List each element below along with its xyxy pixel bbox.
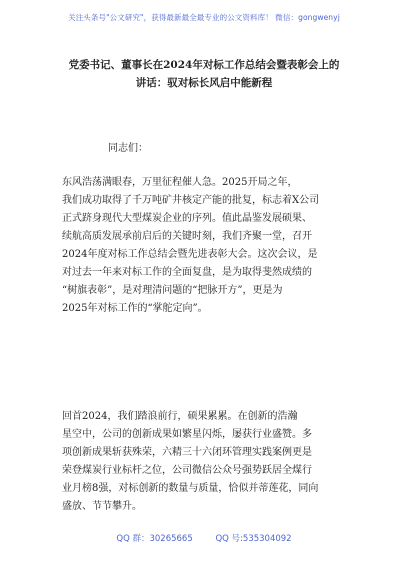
paragraph-line: 星空中，公司的创新成果如繁星闪烁，屡获行业盛赞。多 [62, 429, 312, 440]
paragraph-line: 业月榜8强，对标创新的数量与质量，恰似并蒂莲花，同向 [62, 483, 319, 494]
footer-qq-group: QQ 群：30265665 [116, 534, 193, 544]
paragraph-line: 盛放、节节攀升。 [62, 501, 142, 512]
paragraph-line: 2024年度对标工作总结会暨先进表彰大会。这次会议，是 [62, 249, 318, 260]
document-title-line-1: 党委书记、董事长在2024年对标工作总结会暨表彰会上的 [68, 59, 340, 71]
paragraph-1 [62, 174, 352, 318]
paragraph-2 [62, 408, 352, 516]
document-title-line-2: 讲话：驭对标长风启中能新程 [135, 77, 273, 89]
footer-qq-number: QQ 号:535304092 [215, 534, 292, 544]
paragraph-line: 对过去一年来对标工作的全面复盘，是为取得斐然成绩的 [62, 267, 312, 278]
paragraph-line: “树旗表彰”，是对理清问题的“把脉开方”，更是为 [62, 285, 283, 296]
header-banner: 关注头条号"公文研究"，获得最新最全最专业的公文资料库！ 微信：gongwenyj [68, 13, 340, 22]
paragraph-line: 回首2024，我们踏浪前行，硕果累累。在创新的浩瀚 [62, 411, 298, 422]
paragraph-line: 东风浩荡满眼春，万里征程催人急。2025开局之年， [62, 177, 298, 188]
footer-contact [0, 532, 408, 544]
paragraph-line: 正式跻身现代大型煤炭企业的序列。值此晶鉴发展硕果、 [62, 213, 312, 224]
paragraph-line: 我们成功取得了千万吨矿井核定产能的批复，标志着X公司 [62, 195, 320, 206]
paragraph-line: 荣登煤炭行业标杆之位，公司微信公众号强势跃居全煤行 [62, 465, 312, 476]
salutation: 同志们： [108, 143, 148, 154]
paragraph-line: 续航高质发展承前启后的关键时刻，我们齐聚一堂，召开 [62, 231, 312, 242]
paragraph-line: 项创新成果斩获殊荣，六精三十六闭环管理实践案例更是 [62, 447, 312, 458]
paragraph-line: 2025年对标工作的“掌舵定向”。 [62, 303, 208, 314]
